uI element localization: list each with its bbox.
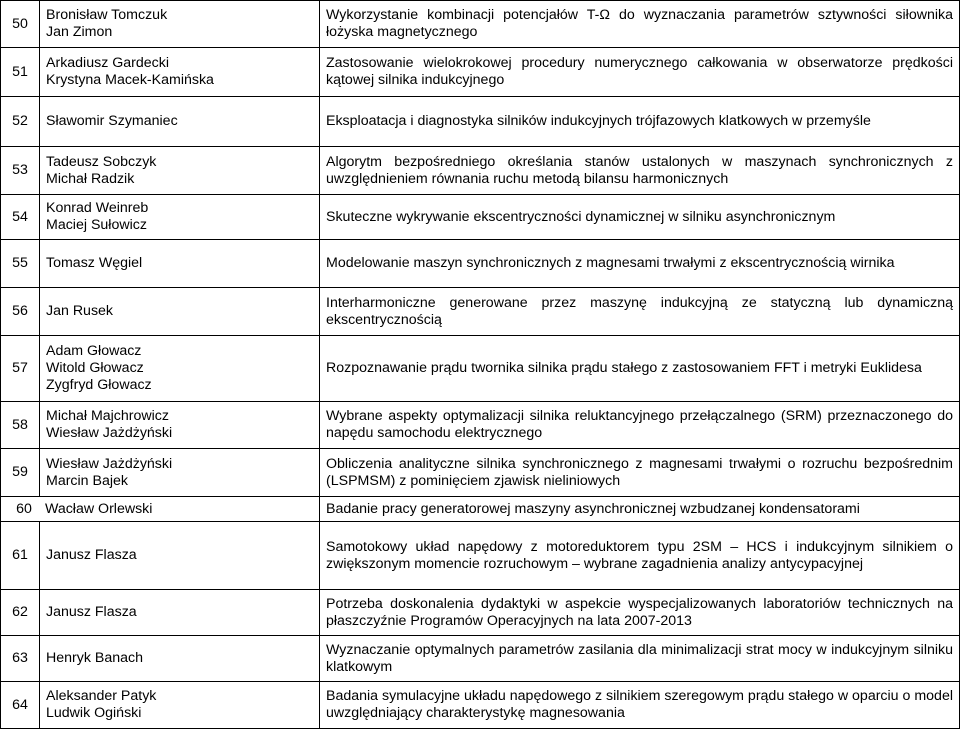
- author-name: Wiesław Jażdżyński: [46, 425, 173, 441]
- table-row: [1, 240, 960, 288]
- author-name: Krystyna Macek-Kamińska: [46, 72, 214, 88]
- author-name: Zygfryd Głowacz: [46, 377, 152, 393]
- author-name: Janusz Flasza: [46, 604, 137, 620]
- authors-cell: [40, 288, 320, 336]
- table-row: [1, 449, 960, 497]
- authors-cell: [40, 522, 320, 590]
- authors-cell: [40, 590, 320, 636]
- table-row: [1, 682, 960, 729]
- table-row: [1, 195, 960, 240]
- paper-title: Badania symulacyjne układu napędowego z silnikiem szeregowym prądu stałego w oparciu o model uwzględniający charakterystykę magnesowania: [320, 682, 960, 729]
- authors-cell: [40, 636, 320, 682]
- table-row: [1, 147, 960, 195]
- row-number: 51: [1, 48, 40, 97]
- row-number: 58: [1, 402, 40, 449]
- author-name: Marcin Bajek: [46, 472, 129, 489]
- row-number: 60: [16, 500, 32, 517]
- authors-cell: [40, 97, 320, 147]
- authors-cell: [40, 402, 320, 449]
- author-name: Sławomir Szymaniec: [46, 113, 178, 129]
- table-row: [1, 1, 960, 48]
- author-name: Witold Głowacz: [46, 360, 144, 376]
- author-name: Wiesław Jażdżyński: [46, 455, 173, 472]
- row-number: 57: [1, 336, 40, 402]
- paper-title: Zastosowanie wielokrokowej procedury numerycznego całkowania w obserwatorze prędkości kątowej silnika indukcyjnego: [320, 48, 960, 97]
- row-number: 55: [1, 240, 40, 288]
- author-name: Aleksander Patyk: [46, 688, 157, 704]
- authors-cell: [40, 682, 320, 729]
- author-name: Jan Zimon: [46, 24, 113, 40]
- table-row: [1, 48, 960, 97]
- paper-title: Samotokowy układ napędowy z motoreduktorem typu 2SM – HCS i indukcyjnym silnikiem o zwiększonym momencie rozruchowym – wybrane zagadnienia analizy antycypacyjnej: [320, 522, 960, 590]
- table-row: [1, 288, 960, 336]
- row-number: 52: [1, 97, 40, 147]
- table-row: [1, 522, 960, 590]
- authors-cell: [40, 48, 320, 97]
- author-name: Adam Głowacz: [46, 343, 142, 359]
- authors-cell: [40, 449, 320, 497]
- author-name: Bronisław Tomczuk: [46, 7, 168, 23]
- paper-title: Wykorzystanie kombinacji potencjałów T-Ω do wyznaczania parametrów sztywności siłownika łożyska magnetycznego: [320, 1, 960, 48]
- paper-title: Modelowanie maszyn synchronicznych z magnesami trwałymi z ekscentrycznością wirnika: [320, 240, 960, 288]
- authors-cell: [40, 147, 320, 195]
- authors-cell: [40, 195, 320, 240]
- authors-cell: [40, 1, 320, 48]
- row-number: 59: [1, 449, 40, 497]
- row-number: 53: [1, 147, 40, 195]
- table-row: [1, 590, 960, 636]
- authors-cell: [40, 336, 320, 402]
- author-name: Michał Radzik: [46, 170, 135, 187]
- author-name: Michał Majchrowicz: [46, 408, 169, 424]
- row-number: 64: [1, 682, 40, 729]
- paper-title: Obliczenia analityczne silnika synchronicznego z magnesami trwałymi o rozruchu bezpośrednim (LSPMSM) z pominięciem zjawisk nieliniowych: [320, 449, 960, 497]
- table-row: [1, 636, 960, 682]
- row-number: 56: [1, 288, 40, 336]
- author-name: Tomasz Węgiel: [46, 255, 143, 271]
- table-row: [1, 336, 960, 402]
- row-number: 63: [1, 636, 40, 682]
- author-name: Jan Rusek: [46, 303, 114, 319]
- paper-title: Badanie pracy generatorowej maszyny asynchronicznej wzbudzanej kondensatorami: [320, 497, 960, 522]
- author-name: Tadeusz Sobczyk: [46, 153, 157, 170]
- author-name: Maciej Sułowicz: [46, 217, 147, 233]
- author-name: Ludwik Ogiński: [46, 705, 142, 721]
- author-name: Janusz Flasza: [46, 547, 137, 563]
- paper-title: Algorytm bezpośredniego określania stanów ustalonych w maszynach synchronicznych z uwzględnieniem równania ruchu metodą bilansu harmonicznych: [320, 147, 960, 195]
- row-number: 61: [1, 522, 40, 590]
- author-name: Arkadiusz Gardecki: [46, 55, 170, 71]
- table-row: [1, 97, 960, 147]
- paper-title: Potrzeba doskonalenia dydaktyki w aspekcie wyspecjalizowanych laboratoriów technicznych na płaszczyźnie Programów Operacyjnych na lata 2007-2013: [320, 590, 960, 636]
- paper-title: Eksploatacja i diagnostyka silników indukcyjnych trójfazowych klatkowych w przemyśle: [320, 97, 960, 147]
- paper-title: Rozpoznawanie prądu twornika silnika prądu stałego z zastosowaniem FFT i metryki Euklidesa: [320, 336, 960, 402]
- author-name: Henryk Banach: [46, 650, 143, 666]
- paper-title: Skuteczne wykrywanie ekscentryczności dynamicznej w silniku asynchronicznym: [320, 195, 960, 240]
- paper-title: Wyznaczanie optymalnych parametrów zasilania dla minimalizacji strat mocy w indukcyjnym silniku klatkowym: [320, 636, 960, 682]
- author-name: Wacław Orlewski: [44, 500, 153, 517]
- number-author-cell: [1, 497, 320, 522]
- row-number: 62: [1, 590, 40, 636]
- table-row: [1, 497, 960, 522]
- row-number: 50: [1, 1, 40, 48]
- author-name: Konrad Weinreb: [46, 200, 149, 216]
- authors-cell: [40, 240, 320, 288]
- paper-title: Interharmoniczne generowane przez maszynę indukcyjną ze statyczną lub dynamiczną ekscentrycznością: [320, 288, 960, 336]
- paper-title: Wybrane aspekty optymalizacji silnika reluktancyjnego przełączalnego (SRM) przeznaczonego do napędu samochodu elektrycznego: [320, 402, 960, 449]
- table-row: [1, 402, 960, 449]
- row-number: 54: [1, 195, 40, 240]
